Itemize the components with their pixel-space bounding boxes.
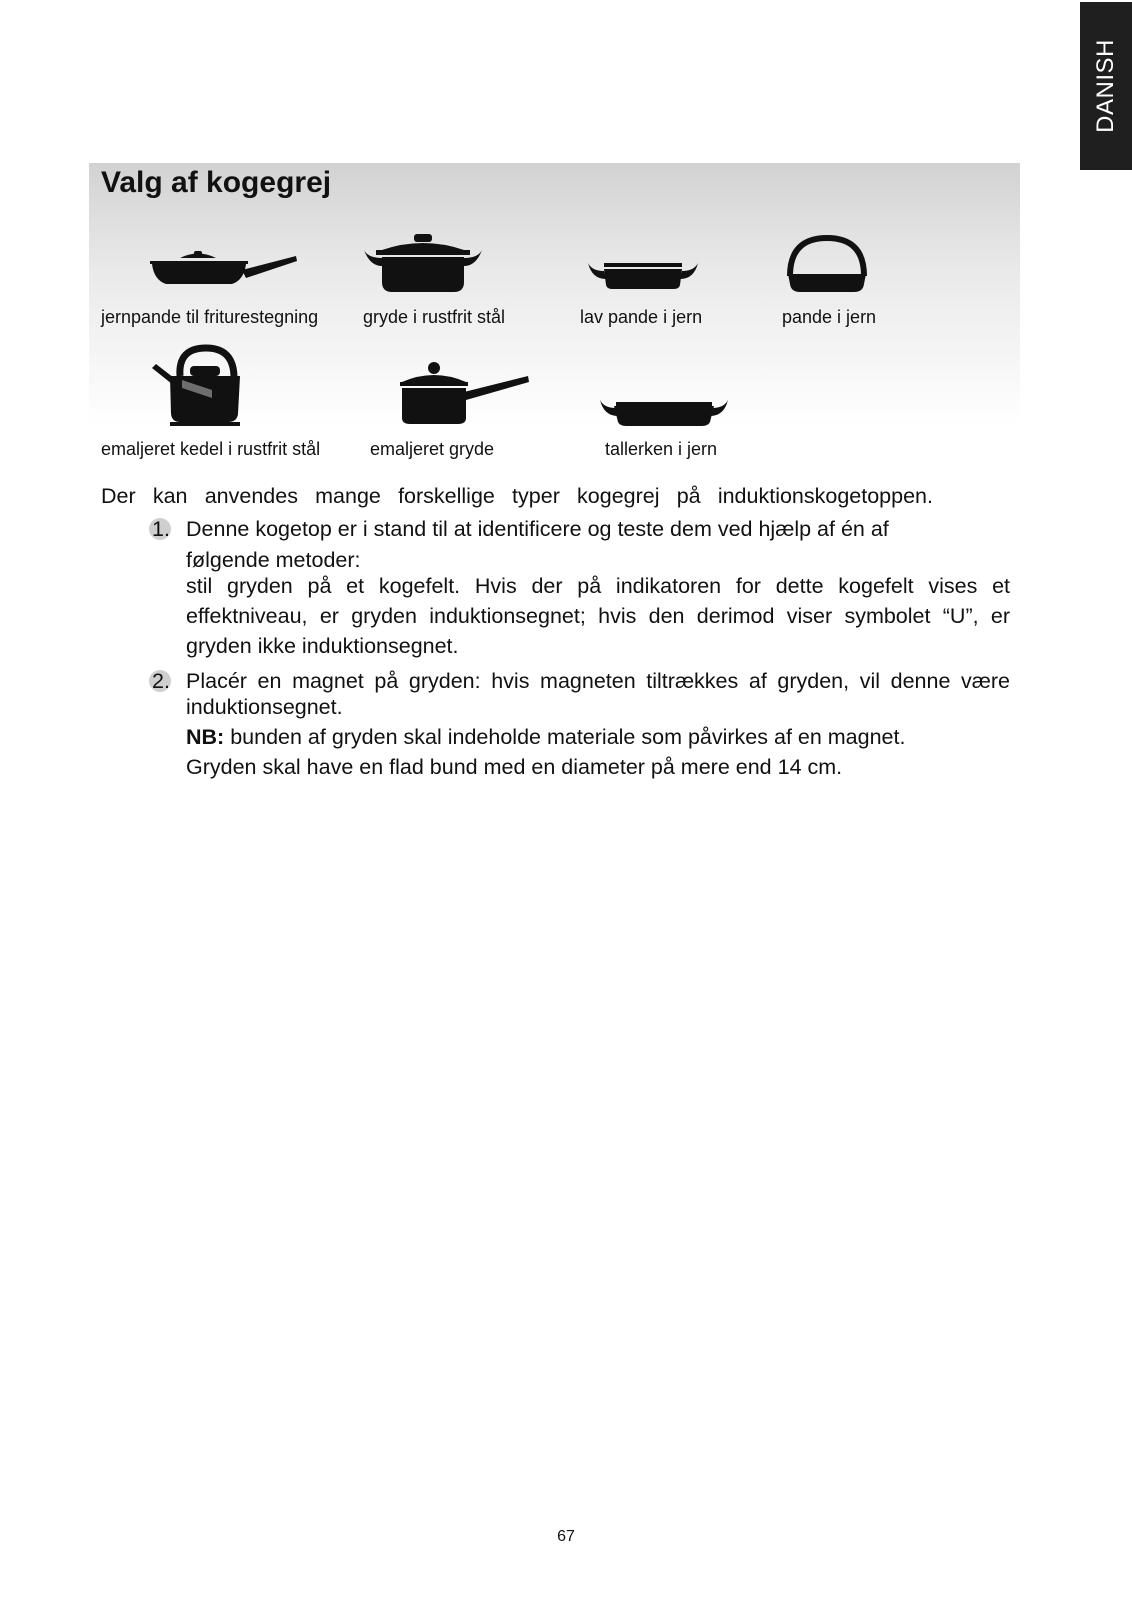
list-number-badge (149, 670, 171, 692)
cookware-caption: gryde i rustfrit stål (363, 307, 506, 327)
list-item-line: følgende metoder: (186, 548, 361, 572)
cookware-caption: jernpande til friturestegning (101, 307, 319, 327)
list-item-line: Gryden skal have en flad bund med en diameter på mere end 14 cm. (186, 755, 843, 779)
list-item-line: induktionsegnet. (186, 695, 343, 719)
wok-pan-icon (784, 234, 870, 294)
frying-pan-icon (150, 246, 298, 292)
note-text: bunden af gryden skal indeholde materiale som påvirkes af en magnet. (224, 725, 906, 749)
cookware-caption: emaljeret kedel i rustfrit stål (101, 439, 321, 459)
list-number: 2. (152, 669, 170, 693)
page-number: 67 (557, 1528, 575, 1545)
list-item-line: gryden ikke induktionsegnet. (186, 634, 459, 658)
cookware-caption: lav pande i jern (580, 307, 703, 327)
language-tab-label: DANISH (1092, 39, 1119, 133)
cookware-caption: emaljeret gryde (370, 439, 495, 459)
language-tab (1080, 2, 1132, 170)
low-pan-icon (584, 257, 702, 293)
list-item-line: effektniveau, er gryden induktionsegnet; hvis den derimod viser symbolet “U”, er (186, 604, 1010, 628)
saucepan-icon (400, 362, 530, 426)
note-line (186, 723, 905, 751)
list-number: 1. (152, 517, 170, 541)
cookware-caption: pande i jern (782, 307, 877, 327)
list-item-line: stil gryden på et kogefelt. Hvis der på indikatoren for dette kogefelt vises et (186, 574, 1010, 598)
cookware-caption: tallerken i jern (605, 439, 718, 459)
stock-pot-icon (362, 234, 484, 294)
plate-pan-icon (598, 396, 730, 428)
note-label: NB: (186, 725, 225, 749)
list-item-line: Placér en magnet på gryden: hvis magneten tiltrækkes af gryden, vil denne være (186, 669, 1010, 693)
intro-paragraph: Der kan anvendes mange forskellige typer kogegrej på induktionskogetoppen. (101, 484, 933, 508)
list-item-line: Denne kogetop er i stand til at identificere og teste dem ved hjælp af én af (186, 517, 889, 541)
section-title: Valg af kogegrej (101, 166, 332, 199)
kettle-icon (150, 344, 244, 426)
list-number-badge (149, 518, 171, 540)
